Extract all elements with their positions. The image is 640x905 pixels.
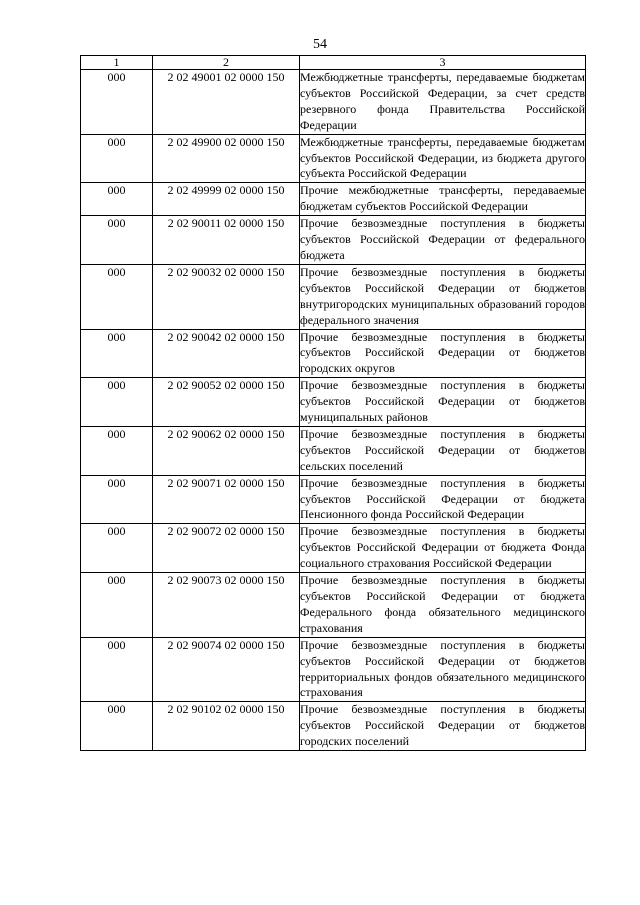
budget-classification-table bbox=[80, 55, 586, 751]
admin-code-cell: 000 bbox=[81, 183, 153, 216]
classification-code-cell: 2 02 90072 02 0000 150 bbox=[153, 524, 300, 573]
classification-code-cell: 2 02 49999 02 0000 150 bbox=[153, 183, 300, 216]
table-row bbox=[81, 426, 586, 475]
revenue-name-cell: Прочие безвозмездные поступления в бюджеты субъектов Российской Федерации от бюджетов внутригородских муниципальных образований городов федерального значения bbox=[300, 264, 586, 329]
classification-code-cell: 2 02 90052 02 0000 150 bbox=[153, 378, 300, 427]
table-row bbox=[81, 524, 586, 573]
revenue-name-cell: Межбюджетные трансферты, передаваемые бюджетам субъектов Российской Федерации, из бюджета другого субъекта Российской Федерации bbox=[300, 134, 586, 183]
classification-code-cell: 2 02 90071 02 0000 150 bbox=[153, 475, 300, 524]
table-row bbox=[81, 378, 586, 427]
table-row bbox=[81, 329, 586, 378]
revenue-name-cell: Прочие безвозмездные поступления в бюджеты субъектов Российской Федерации от бюджетов сельских поселений bbox=[300, 426, 586, 475]
revenue-name-cell: Прочие безвозмездные поступления в бюджеты субъектов Российской Федерации от бюджета Федерального фонда обязательного медицинского страхования bbox=[300, 573, 586, 638]
table-row bbox=[81, 475, 586, 524]
revenue-name-cell: Прочие межбюджетные трансферты, передаваемые бюджетам субъектов Российской Федерации bbox=[300, 183, 586, 216]
admin-code-cell: 000 bbox=[81, 637, 153, 702]
revenue-name-cell: Межбюджетные трансферты, передаваемые бюджетам субъектов Российской Федерации, за счет средств резервного фонда Правительства Российской Федерации bbox=[300, 70, 586, 135]
table-row bbox=[81, 264, 586, 329]
table-row bbox=[81, 637, 586, 702]
column-header-1: 1 bbox=[81, 56, 153, 70]
table-row bbox=[81, 183, 586, 216]
classification-code-cell: 2 02 90074 02 0000 150 bbox=[153, 637, 300, 702]
revenue-name-cell: Прочие безвозмездные поступления в бюджеты субъектов Российской Федерации от бюджетов городских округов bbox=[300, 329, 586, 378]
admin-code-cell: 000 bbox=[81, 378, 153, 427]
classification-code-cell: 2 02 90102 02 0000 150 bbox=[153, 702, 300, 751]
admin-code-cell: 000 bbox=[81, 264, 153, 329]
table-row bbox=[81, 70, 586, 135]
admin-code-cell: 000 bbox=[81, 216, 153, 265]
revenue-name-cell: Прочие безвозмездные поступления в бюджеты субъектов Российской Федерации от бюджетов территориальных фондов обязательного медицинского страхования bbox=[300, 637, 586, 702]
revenue-name-cell: Прочие безвозмездные поступления в бюджеты субъектов Российской Федерации от бюджетов муниципальных районов bbox=[300, 378, 586, 427]
table-row bbox=[81, 702, 586, 751]
table-body bbox=[81, 70, 586, 751]
table-header-row bbox=[81, 56, 586, 70]
admin-code-cell: 000 bbox=[81, 475, 153, 524]
admin-code-cell: 000 bbox=[81, 702, 153, 751]
classification-code-cell: 2 02 90073 02 0000 150 bbox=[153, 573, 300, 638]
admin-code-cell: 000 bbox=[81, 426, 153, 475]
classification-code-cell: 2 02 90042 02 0000 150 bbox=[153, 329, 300, 378]
revenue-name-cell: Прочие безвозмездные поступления в бюджеты субъектов Российской Федерации от федерального бюджета bbox=[300, 216, 586, 265]
revenue-name-cell: Прочие безвозмездные поступления в бюджеты субъектов Российской Федерации от бюджетов городских поселений bbox=[300, 702, 586, 751]
admin-code-cell: 000 bbox=[81, 134, 153, 183]
classification-code-cell: 2 02 49900 02 0000 150 bbox=[153, 134, 300, 183]
column-header-2: 2 bbox=[153, 56, 300, 70]
classification-code-cell: 2 02 90062 02 0000 150 bbox=[153, 426, 300, 475]
admin-code-cell: 000 bbox=[81, 329, 153, 378]
table-row bbox=[81, 134, 586, 183]
classification-code-cell: 2 02 90032 02 0000 150 bbox=[153, 264, 300, 329]
table-row bbox=[81, 573, 586, 638]
table-row bbox=[81, 216, 586, 265]
admin-code-cell: 000 bbox=[81, 573, 153, 638]
column-header-3: 3 bbox=[300, 56, 586, 70]
page-number: 54 bbox=[313, 37, 327, 52]
classification-code-cell: 2 02 90011 02 0000 150 bbox=[153, 216, 300, 265]
admin-code-cell: 000 bbox=[81, 524, 153, 573]
revenue-name-cell: Прочие безвозмездные поступления в бюджеты субъектов Российской Федерации от бюджета Фонда социального страхования Российской Федерации bbox=[300, 524, 586, 573]
revenue-name-cell: Прочие безвозмездные поступления в бюджеты субъектов Российской Федерации от бюджета Пенсионного фонда Российской Федерации bbox=[300, 475, 586, 524]
classification-code-cell: 2 02 49001 02 0000 150 bbox=[153, 70, 300, 135]
admin-code-cell: 000 bbox=[81, 70, 153, 135]
